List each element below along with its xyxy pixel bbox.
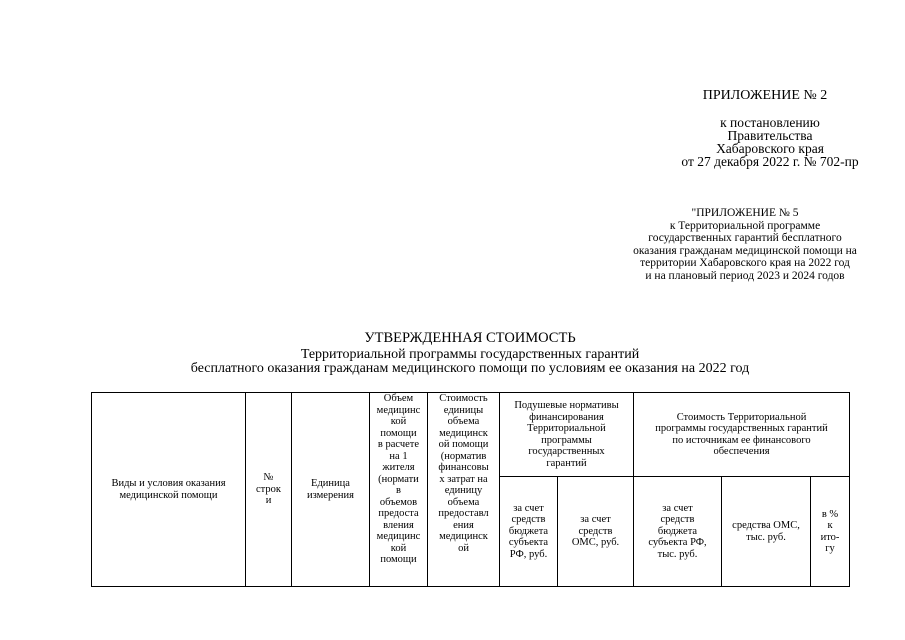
decree-line: Правительства [727,128,813,143]
col-header-row-number: № строк и [246,393,292,587]
col-header-care-types: Виды и условия оказания медицинской помощи [92,393,246,587]
decree-line: от 27 декабря 2022 г. № 702-пр [681,154,859,169]
appendix5-line: "ПРИЛОЖЕНИЕ № 5 [691,207,799,219]
subtitle-line: бесплатного оказания гражданам медицинского помощи по условиям ее оказания на 2022 год [190,360,750,376]
sub-header-budget-rub: за счет средств бюджета субъекта РФ, руб. [500,477,558,587]
sub-header-budget-thous: за счет средств бюджета субъекта РФ, тыс. руб. [634,477,722,587]
decree-line: к постановлению [720,115,820,130]
group-header-total-cost: Стоимость Территориальной программы государственных гарантий по источникам ее финансового обеспечения [634,393,850,477]
document-subtitle [120,348,820,375]
group-header-per-capita: Подушевые нормативы финансирования Территориальной программы государственных гарантий [500,393,634,477]
appendix5-line: территории Хабаровского края на 2022 год [640,257,850,269]
sub-header-oms-thous: средства ОМС, тыс. руб. [722,477,811,587]
appendix5-line: к Территориальной программе [669,219,821,232]
decree-reference [650,116,890,168]
col-header-unit-cost: Стоимость единицы объема медицинск ой помощи (норматив финансовы х затрат на единицу объема предоставл ения медицинск ой [428,393,500,587]
sub-header-percent: в % к ито- гу [811,477,850,587]
appendix-5-heading [600,207,890,282]
appendix5-line: государственных гарантий бесплатного [648,232,842,244]
cost-table-header [91,392,850,587]
subtitle-line: Территориальной программы государственных гарантий [300,347,640,362]
appendix5-line: и на плановый период 2023 и 2024 годов [645,269,845,282]
appendix5-line: оказания гражданам медицинской помощи на [633,244,857,257]
col-header-unit: Единица измерения [292,393,370,587]
document-title: УТВЕРЖДЕННАЯ СТОИМОСТЬ [364,330,576,346]
sub-header-oms-rub: за счет средств ОМС, руб. [558,477,634,587]
col-header-volume: Объем медицинс кой помощи в расчете на 1 жителя (нормати в объемов предоста вления медицинс кой помощи [370,393,428,587]
decree-line: Хабаровского края [716,141,824,156]
appendix-2-heading: ПРИЛОЖЕНИЕ № 2 [702,88,828,103]
